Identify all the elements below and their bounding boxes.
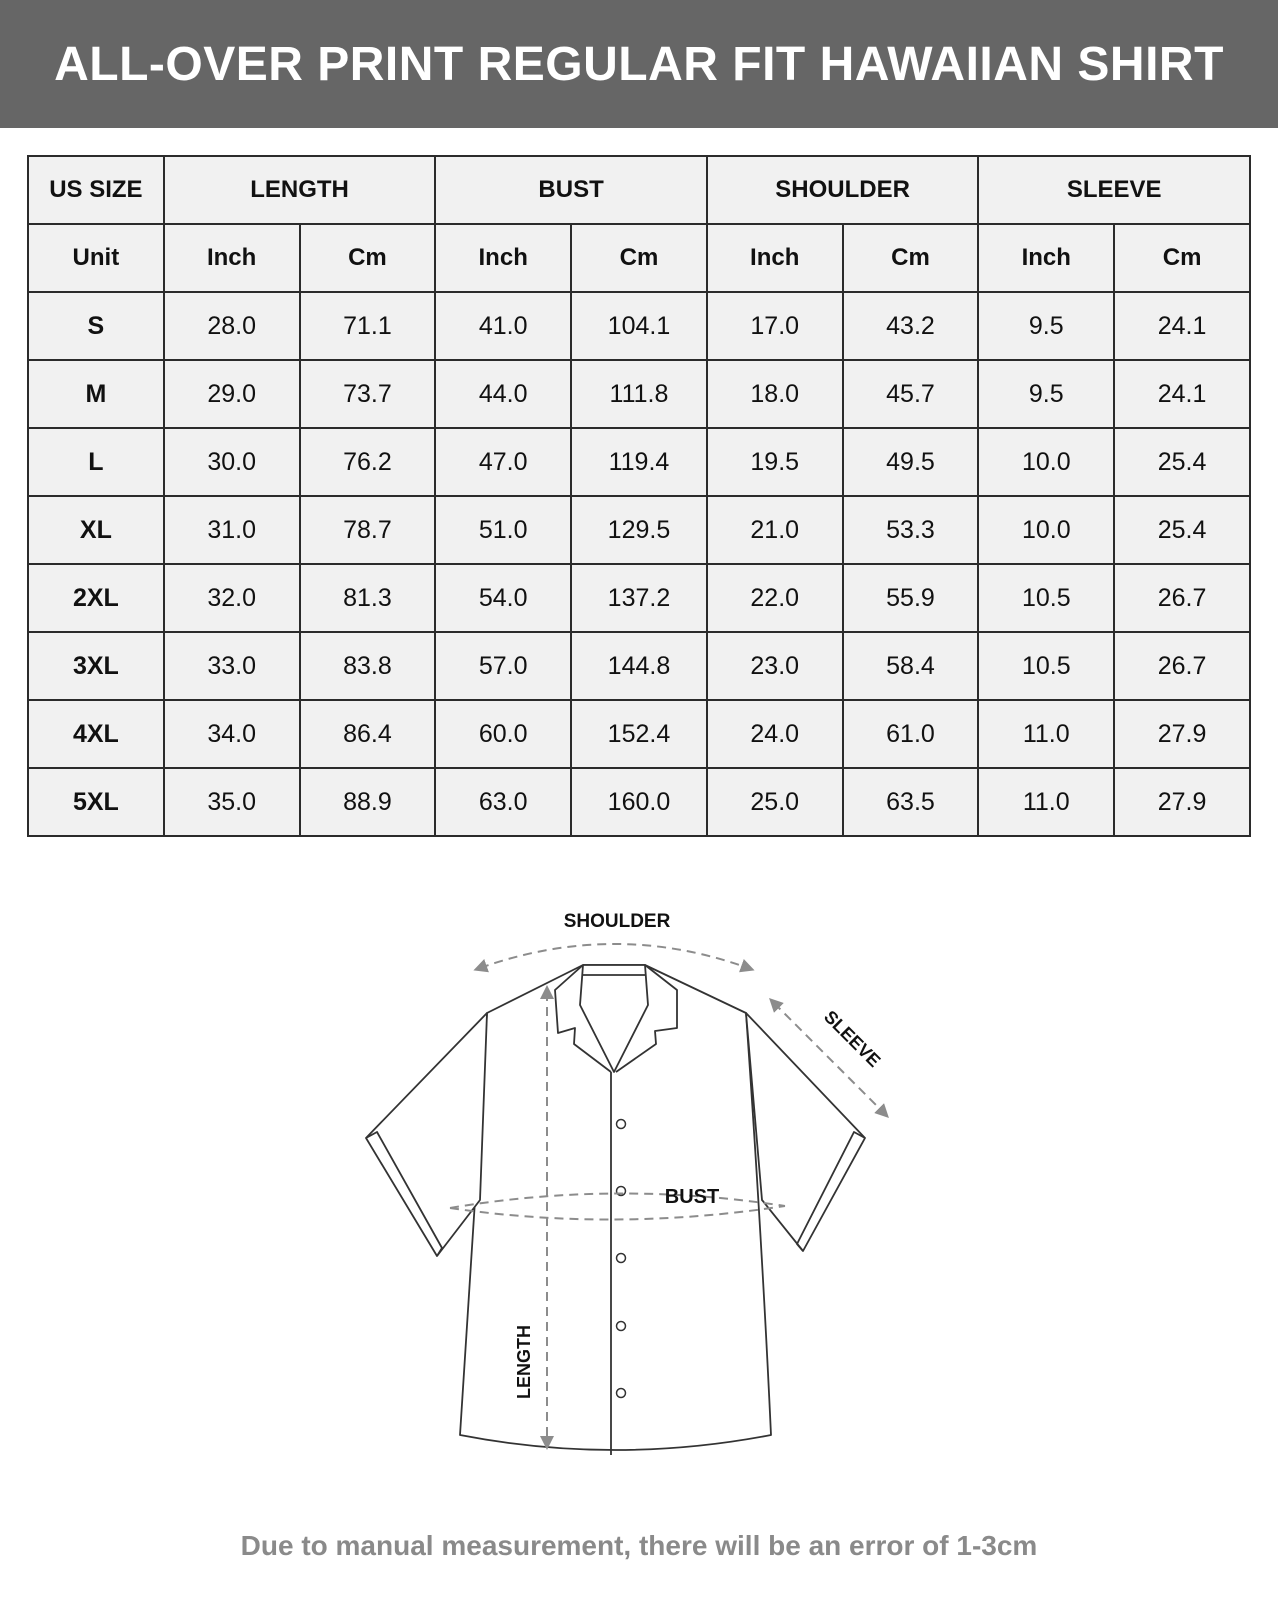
size-cell: S xyxy=(28,292,164,360)
measurement-cell: 9.5 xyxy=(978,360,1114,428)
size-chart-table xyxy=(27,155,1251,837)
measurement-cell: 61.0 xyxy=(843,700,979,768)
measurement-cell: 25.4 xyxy=(1114,496,1250,564)
unit-header: Cm xyxy=(843,224,979,292)
table-row xyxy=(28,496,1250,564)
measurement-cell: 28.0 xyxy=(164,292,300,360)
unit-label: Unit xyxy=(28,224,164,292)
measurement-cell: 26.7 xyxy=(1114,632,1250,700)
page-title: ALL-OVER PRINT REGULAR FIT HAWAIIAN SHIRT xyxy=(54,37,1224,91)
measurement-cell: 71.1 xyxy=(300,292,436,360)
measurement-cell: 18.0 xyxy=(707,360,843,428)
measurement-cell: 60.0 xyxy=(435,700,571,768)
measurement-cell: 19.5 xyxy=(707,428,843,496)
measurement-cell: 63.5 xyxy=(843,768,979,836)
measurement-cell: 11.0 xyxy=(978,700,1114,768)
measurement-cell: 76.2 xyxy=(300,428,436,496)
table-row xyxy=(28,632,1250,700)
measurement-cell: 11.0 xyxy=(978,768,1114,836)
measurement-cell: 83.8 xyxy=(300,632,436,700)
measurement-cell: 31.0 xyxy=(164,496,300,564)
measurement-cell: 21.0 xyxy=(707,496,843,564)
measurement-cell: 81.3 xyxy=(300,564,436,632)
measurement-cell: 58.4 xyxy=(843,632,979,700)
measurement-cell: 78.7 xyxy=(300,496,436,564)
unit-header-row xyxy=(28,224,1250,292)
measurement-cell: 33.0 xyxy=(164,632,300,700)
table-row xyxy=(28,292,1250,360)
length-label: LENGTH xyxy=(514,1325,534,1399)
measurement-cell: 137.2 xyxy=(571,564,707,632)
size-column-header: US SIZE xyxy=(28,156,164,224)
measurement-cell: 41.0 xyxy=(435,292,571,360)
measurement-cell: 24.1 xyxy=(1114,292,1250,360)
table-row xyxy=(28,768,1250,836)
sleeve-label: SLEEVE xyxy=(820,1006,885,1071)
measurement-cell: 22.0 xyxy=(707,564,843,632)
shirt-measurement-diagram xyxy=(350,905,910,1485)
unit-header: Inch xyxy=(978,224,1114,292)
unit-header: Cm xyxy=(1114,224,1250,292)
measurement-cell: 24.0 xyxy=(707,700,843,768)
measurement-cell: 57.0 xyxy=(435,632,571,700)
table-row xyxy=(28,428,1250,496)
measurement-cell: 9.5 xyxy=(978,292,1114,360)
unit-header: Cm xyxy=(571,224,707,292)
measurement-cell: 10.0 xyxy=(978,428,1114,496)
measurement-cell: 160.0 xyxy=(571,768,707,836)
measurement-cell: 44.0 xyxy=(435,360,571,428)
group-header-row xyxy=(28,156,1250,224)
measurement-cell: 88.9 xyxy=(300,768,436,836)
measurement-cell: 23.0 xyxy=(707,632,843,700)
group-header-shoulder: SHOULDER xyxy=(707,156,979,224)
group-header-sleeve: SLEEVE xyxy=(978,156,1250,224)
size-cell: XL xyxy=(28,496,164,564)
measurement-cell: 10.5 xyxy=(978,632,1114,700)
measurement-cell: 17.0 xyxy=(707,292,843,360)
measurement-cell: 73.7 xyxy=(300,360,436,428)
shirt-outline xyxy=(366,965,865,1455)
measurement-cell: 25.0 xyxy=(707,768,843,836)
unit-header: Inch xyxy=(164,224,300,292)
measurement-cell: 25.4 xyxy=(1114,428,1250,496)
measurement-cell: 32.0 xyxy=(164,564,300,632)
measurement-cell: 51.0 xyxy=(435,496,571,564)
size-cell: M xyxy=(28,360,164,428)
measurement-cell: 27.9 xyxy=(1114,700,1250,768)
size-cell: L xyxy=(28,428,164,496)
group-header-length: LENGTH xyxy=(164,156,436,224)
size-cell: 5XL xyxy=(28,768,164,836)
measurement-cell: 27.9 xyxy=(1114,768,1250,836)
measurement-cell: 47.0 xyxy=(435,428,571,496)
measurement-cell: 119.4 xyxy=(571,428,707,496)
size-cell: 3XL xyxy=(28,632,164,700)
title-banner xyxy=(0,0,1278,128)
measurement-cell: 49.5 xyxy=(843,428,979,496)
measurement-cell: 34.0 xyxy=(164,700,300,768)
unit-header: Inch xyxy=(707,224,843,292)
bust-label: BUST xyxy=(664,1186,720,1208)
measurement-cell: 55.9 xyxy=(843,564,979,632)
measurement-cell: 104.1 xyxy=(571,292,707,360)
measurement-cell: 10.0 xyxy=(978,496,1114,564)
size-cell: 2XL xyxy=(28,564,164,632)
measurement-cell: 29.0 xyxy=(164,360,300,428)
measurement-cell: 54.0 xyxy=(435,564,571,632)
measurement-cell: 111.8 xyxy=(571,360,707,428)
table-row xyxy=(28,564,1250,632)
table-row xyxy=(28,360,1250,428)
measurement-cell: 26.7 xyxy=(1114,564,1250,632)
measurement-cell: 43.2 xyxy=(843,292,979,360)
size-cell: 4XL xyxy=(28,700,164,768)
unit-header: Cm xyxy=(300,224,436,292)
shoulder-label: SHOULDER xyxy=(563,911,671,932)
measurement-cell: 10.5 xyxy=(978,564,1114,632)
measurement-cell: 35.0 xyxy=(164,768,300,836)
measurement-disclaimer: Due to manual measurement, there will be an error of 1-3cm xyxy=(240,1530,1038,1561)
measurement-cell: 63.0 xyxy=(435,768,571,836)
measurement-cell: 45.7 xyxy=(843,360,979,428)
unit-header: Inch xyxy=(435,224,571,292)
measurement-cell: 129.5 xyxy=(571,496,707,564)
measurement-cell: 152.4 xyxy=(571,700,707,768)
measurement-cell: 30.0 xyxy=(164,428,300,496)
table-row xyxy=(28,700,1250,768)
group-header-bust: BUST xyxy=(435,156,707,224)
size-rows xyxy=(28,292,1250,836)
measurement-cell: 86.4 xyxy=(300,700,436,768)
measurement-cell: 144.8 xyxy=(571,632,707,700)
measurement-cell: 24.1 xyxy=(1114,360,1250,428)
measurement-cell: 53.3 xyxy=(843,496,979,564)
